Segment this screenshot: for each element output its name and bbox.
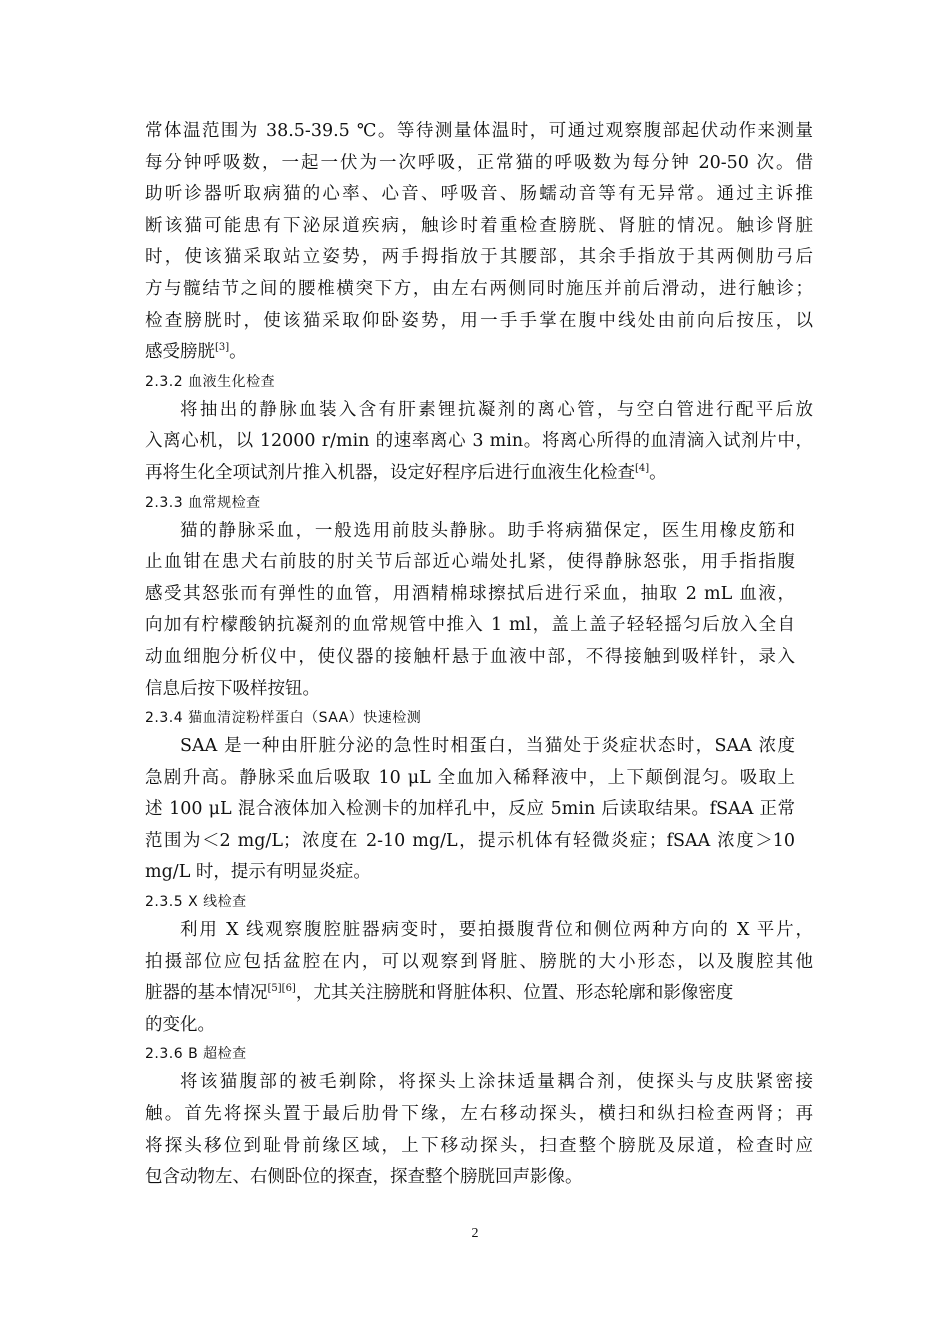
text-line: 断该猫可能患有下泌尿道疾病，触诊时着重检查膀胱、肾脏的情况。触诊肾脏 (145, 215, 813, 236)
text-line: 时，使该猫采取站立姿势，两手拇指放于其腰部，其余手指放于其两侧肋弓后 (145, 247, 813, 268)
section-heading-blood-biochemistry: 2.3.2 血液生化检查 (145, 373, 276, 390)
text-line: 猫的静脉采血，一般选用前肢头静脉。助手将病猫保定，医生用橡皮筋和 (180, 520, 795, 541)
text-line: 范围为＜2 mg/L；浓度在 2-10 mg/L，提示机体有轻微炎症；fSAA 浓度＞10 (145, 830, 795, 851)
text-line: 常体温范围为 38.5-39.5 ℃。等待测量体温时，可通过观察腹部起伏动作来测量 (145, 121, 813, 141)
text-line: 动血细胞分析仪中，使仪器的接触杆悬于血液中部，不得接触到吸样针，录入 (145, 646, 795, 667)
text-line: 拍摄部位应包括盆腔在内，可以观察到肾脏、膀胱的大小形态，以及腹腔其他 (145, 951, 813, 972)
text-line: 触。首先将探头置于最后肋骨下缘，左右移动探头，横扫和纵扫检查两肾；再 (145, 1104, 813, 1125)
text-line: SAA 是一种由肝脏分泌的急性时相蛋白，当猫处于炎症状态时，SAA 浓度 (180, 736, 795, 757)
text-line: 检查膀胱时，使该猫采取仰卧姿势，用一手手掌在腹中线处由前向后按压，以 (145, 310, 813, 331)
text-line: 方与髋结节之间的腰椎横突下方，由左右两侧同时施压并前后滑动，进行触诊； (145, 278, 813, 299)
text-line: 将抽出的静脉血装入含有肝素锂抗凝剂的离心管，与空白管进行配平后放 (180, 399, 813, 420)
text-line: 急剧升高。静脉采血后吸取 10 μL 全血加入稀释液中，上下颠倒混匀。吸取上 (145, 767, 795, 788)
section-heading-ultrasound: 2.3.6 B 超检查 (145, 1046, 247, 1063)
citation-ref: [5][6] (267, 983, 296, 995)
text-line: 包含动物左、右侧卧位的探查，探查整个膀胱回声影像。 (145, 1167, 583, 1188)
paragraph-xray (145, 915, 813, 1041)
section-heading-xray: 2.3.5 X 线检查 (145, 894, 247, 911)
text-line: 将探头移位到耻骨前缘区域，上下移动探头，扫查整个膀胱及尿道，检查时应 (145, 1135, 813, 1156)
paragraph-blood-biochemistry (145, 395, 813, 490)
page-body (145, 116, 813, 1194)
text-line: 入离心机，以 12000 r/min 的速率离心 3 min。将离心所得的血清滴入试剂片中， (145, 431, 813, 452)
text-line: 将该猫腹部的被毛剃除，将探头上涂抹适量耦合剂，使探头与皮肤紧密接 (180, 1072, 813, 1093)
citation-ref: [4] (635, 463, 650, 475)
text-line: 感受膀胱[3]。 (145, 342, 247, 363)
page-number: 2 (471, 1226, 479, 1241)
text-line: 助听诊器听取病猫的心率、心音、呼吸音、肠蠕动音等有无异常。通过主诉推 (145, 184, 813, 205)
text-line: 止血钳在患犬右前肢的肘关节后部近心端处扎紧，使得静脉怒张，用手指指腹 (145, 552, 795, 573)
paragraph-saa-test (145, 731, 795, 889)
text-line: 利用 X 线观察腹腔脏器病变时，要拍摄腹背位和侧位两种方向的 X 平片， (180, 920, 813, 941)
text-line: 述 100 μL 混合液体加入检测卡的加样孔中，反应 5min 后读取结果。fSAA 正常 (145, 799, 795, 820)
section-heading-blood-routine: 2.3.3 血常规检查 (145, 494, 261, 511)
paragraph-physical-exam (145, 116, 813, 369)
text-line: 再将生化全项试剂片推入机器，设定好程序后进行血液生化检查[4]。 (145, 462, 667, 483)
text-line: 向加有柠檬酸钠抗凝剂的血常规管中推入 1 ml，盖上盖子轻轻摇匀后放入全自 (145, 615, 795, 636)
text-line: 感受其怒张而有弹性的血管，用酒精棉球擦拭后进行采血，抽取 2 mL 血液， (145, 583, 795, 604)
paragraph-ultrasound (145, 1067, 813, 1193)
text-line: mg/L 时，提示有明显炎症。 (145, 862, 371, 883)
text-line: 每分钟呼吸数，一起一伏为一次呼吸，正常猫的呼吸数为每分钟 20-50 次。借 (145, 152, 813, 173)
text-line: 脏器的基本情况[5][6]，尤其关注膀胱和肾脏体积、位置、形态轮廓和影像密度 (145, 983, 734, 1004)
section-heading-saa-test: 2.3.4 猫血清淀粉样蛋白（SAA）快速检测 (145, 710, 422, 727)
text-line: 的变化。 (145, 1014, 215, 1035)
text-line: 信息后按下吸样按钮。 (145, 678, 320, 699)
paragraph-blood-routine (145, 516, 795, 706)
citation-ref: [3] (215, 342, 230, 354)
